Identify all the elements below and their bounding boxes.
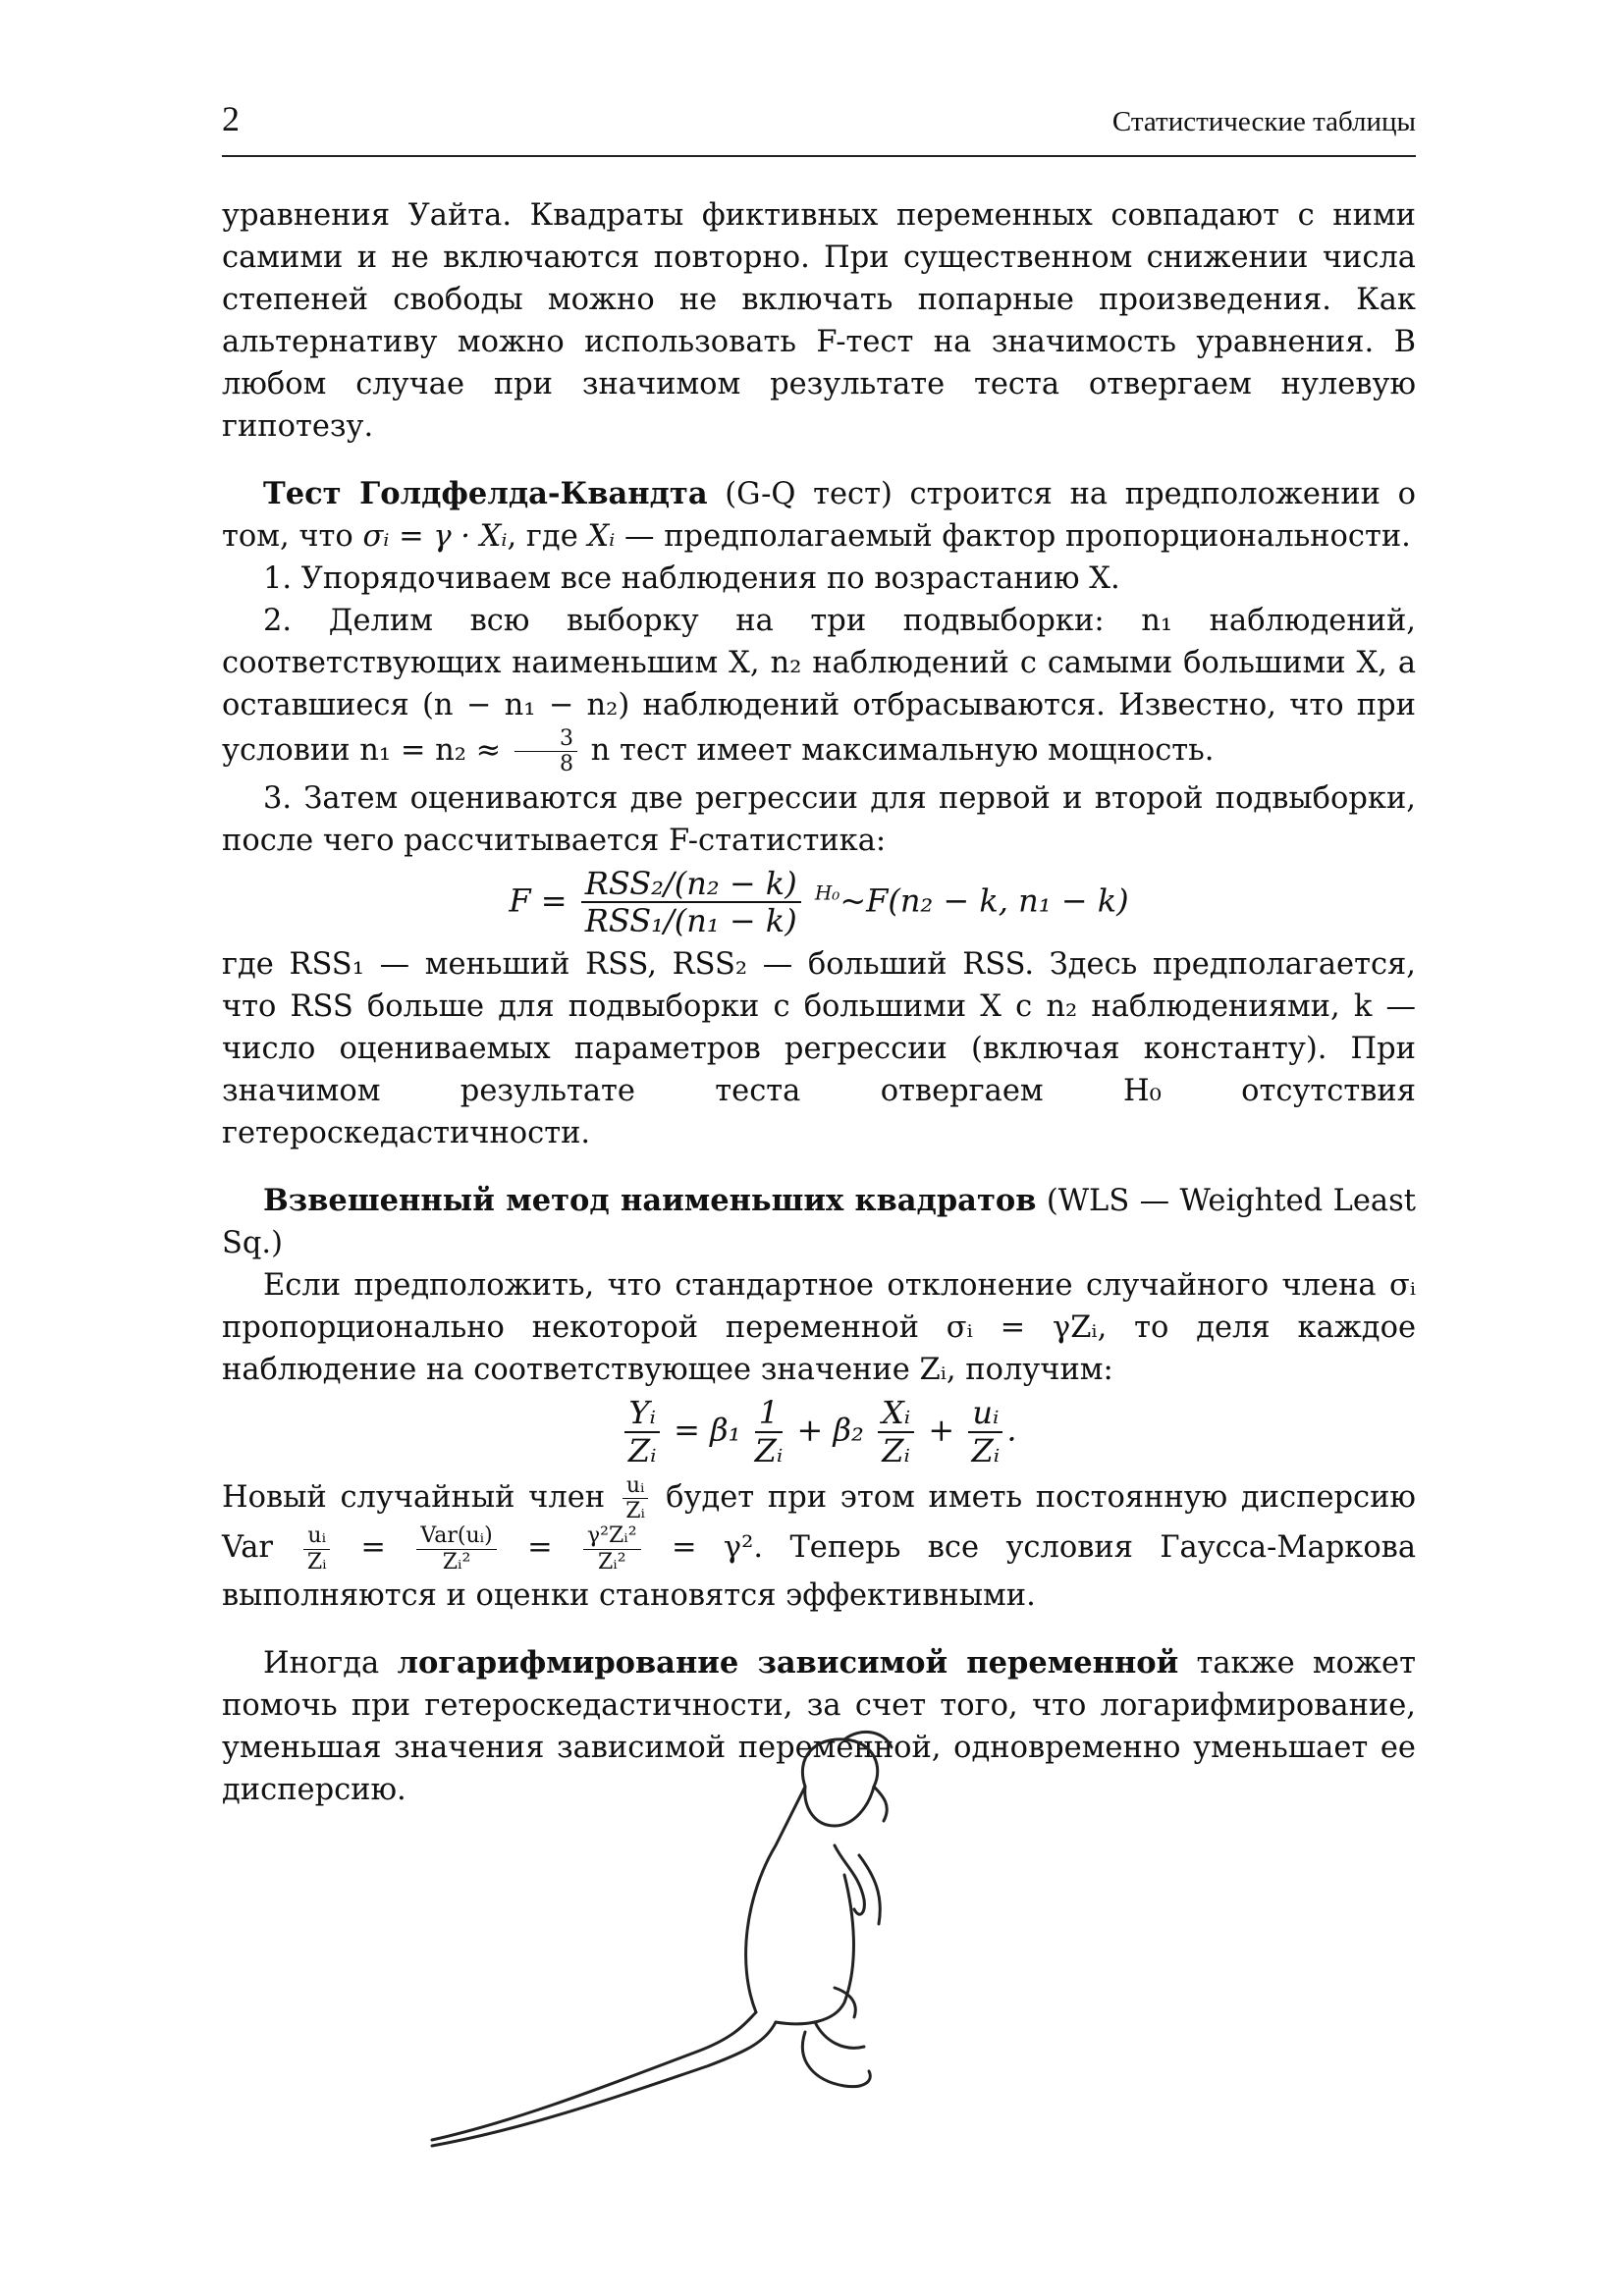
page-header [222, 98, 1416, 157]
f-fraction: $\frac{\text{RSS₂/(n₂ − k)}}{\text{RSS₁/(n₁ − k)}}$ [581, 866, 801, 940]
running-title: Статистические таблицы [1111, 106, 1416, 137]
gq-step-2 [222, 600, 1416, 777]
gq-factor-tail: — предполагаемый фактор пропорциональности. [624, 519, 1411, 554]
log-bold: логарифмирование зависимой переменной [397, 1644, 1179, 1681]
wls-variance: Новый случайный член $\frac{\text{uᵢ}}{\text{Zᵢ}}$ будет при этом иметь постоянную дисперсию Var $\frac{\text{uᵢ}}{\text{Zᵢ}}$ = $\frac{\text{Var(uᵢ)}}{\text{Zᵢ²}}$ = $\frac{\text{γ²Zᵢ²}}{\text{Zᵢ²}}$ = γ². Теперь все условия Гаусса-Маркова выполняются и оценки становятся эффективными. [222, 1472, 1417, 1613]
fraction-3-8: $\frac{3}{8}$ [514, 726, 577, 777]
gq-title: Тест Голдфелда-Квандта [263, 476, 708, 511]
page-body [222, 194, 1416, 1811]
paragraph-white-test-end: уравнения Уайта. Квадраты фиктивных переменных совпадают с ними самими и не включаются повторно. При существенном снижении числа степеней свободы можно не включать попарные произведения. Как альтернативу можно использовать F-тест на значимость уравнения. В любом случае при значимом результате теста отвергаем нулевую гипотезу. [222, 198, 1416, 444]
wls-title: Взвешенный метод наименьших квадратов [263, 1183, 1037, 1219]
wls-heading [222, 1180, 1416, 1264]
log-paragraph: Иногда логарифмирование зависимой переменной также может помочь при гетероскедастичности, за счет того, что логарифмирование, уменьшая значения зависимой переменной, одновременно уменьшает ее дисперсию. [222, 1644, 1416, 1807]
gq-intro-tail: (G-Q тест) строится на предположении о том, что [222, 477, 1417, 554]
h0-label: H₀ [814, 881, 840, 905]
gq-xi: Xᵢ [587, 519, 616, 554]
gq-explanation: где RSS₁ — меньший RSS, RSS₂ — больший RSS. Здесь предполагается, что RSS больше для подвыборки с большими X с n₂ наблюдениями, k — число оцениваемых параметров регрессии (включая константу). При значимом результате теста отвергаем H₀ отсутствия гетероскедастичности. [222, 947, 1416, 1151]
gq-step-3: 3. Затем оцениваются две регрессии для первой и второй подвыборки, после чего рассчитывается F-статистика: [222, 780, 1416, 858]
mouse-illustration [422, 1728, 972, 2160]
gq-step-2-tail: n тест имеет максимальную мощность. [590, 732, 1215, 768]
page-number: 2 [222, 99, 240, 138]
wls-title-tail: (WLS — Weighted Least Sq.) [222, 1184, 1416, 1261]
gq-step-2-text: 2. Делим всю выборку на три подвыборки: n₁ наблюдений, соответствующих наименьшим X, n₂ наблюдений с самыми большими X, а оставшиеся (n − n₁ − n₂) наблюдений отбрасываются. Известно, что при условии n₁ = n₂ ≈ [222, 604, 1416, 768]
wls-text: Если предположить, что стандартное отклонение случайного члена σᵢ пропорционально некоторой переменной σᵢ = γZᵢ, то деля каждое наблюдение на соответствующее значение Zᵢ, получим: [222, 1268, 1416, 1388]
gq-step-1: 1. Упорядочиваем все наблюдения по возрастанию X. [263, 561, 1120, 596]
gq-assumption: σᵢ = γ · Xᵢ [362, 519, 508, 554]
wls-equation: $\frac{\text{Yᵢ}}{\text{Zᵢ}}$ = β₁ $\frac{1}{\text{Zᵢ}}$ + β₂ $\frac{\text{Xᵢ}}{\text{Zᵢ}}$ + $\frac{\text{uᵢ}}{\text{Zᵢ}}$ . [222, 1395, 1416, 1469]
f-statistic-formula: F = $\frac{\text{RSS₂/(n₂ − k)}}{\text{RSS₁/(n₁ − k)}}$ $^{H_0}$~F(n₂ − k, n₁ − k) [509, 864, 1129, 940]
gq-assumption-tail: , где [507, 519, 578, 554]
gq-intro [222, 473, 1416, 558]
